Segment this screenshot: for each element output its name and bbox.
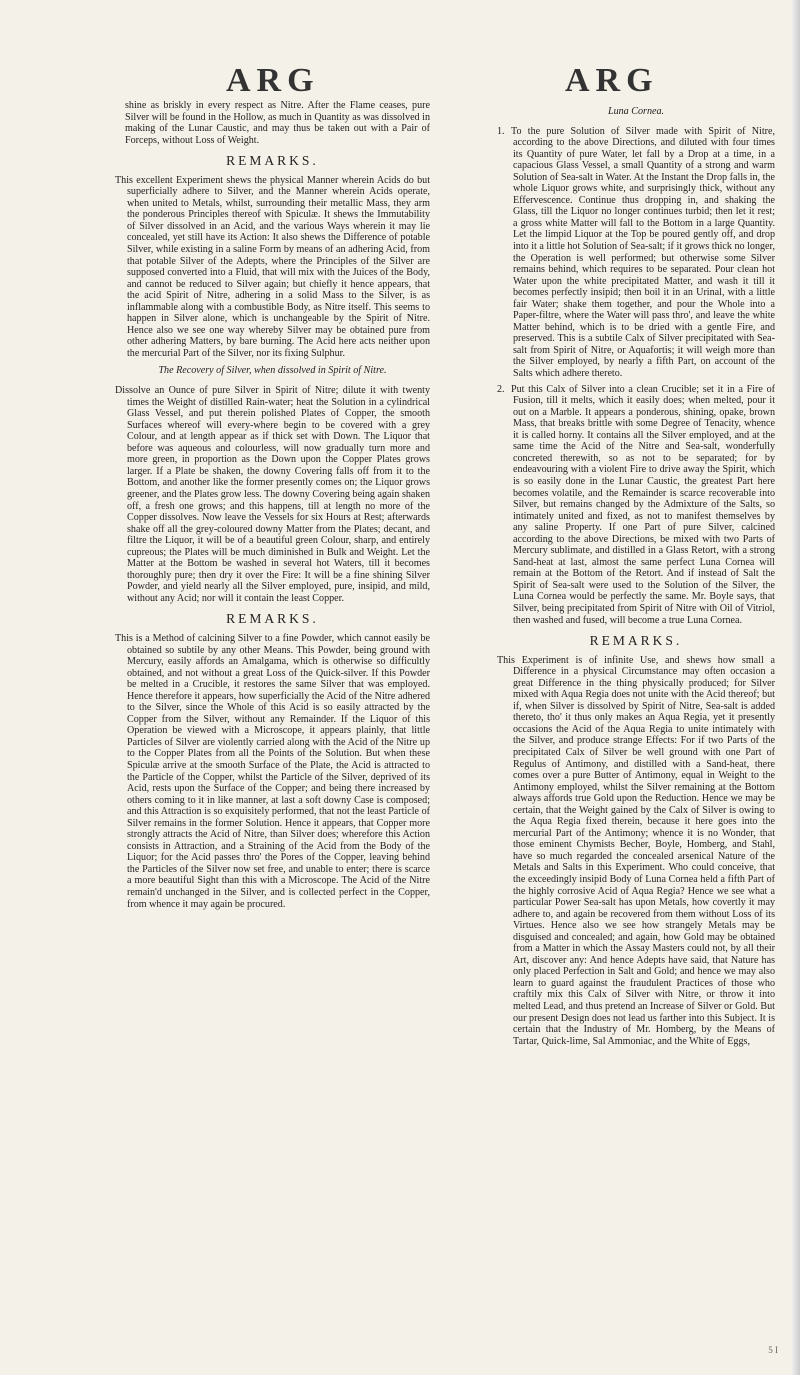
item-text: To the pure Solution of Silver made with Spirit of Nitre, according to the above Directions, and diluted with four times its Quantity of pure Water, let fall by a Drop at a time, in a capacious Glass Vessel, a small Quantity of a strong and warm Solution of Sea-salt in Water. At the Instant the Drop falls in, the whole Liquor grows white, and surprisingly thick, without any Effervescence. Continue thus dropping in, and shaking the Glass, till the Liquor no longer continues turbid; then let it rest; a gross white Matter will fall to the Bottom in a large Quantity. Let the limpid Liquor at the Top be poured gently off, and drop into it a little hot Solution of Sea-salt; if it grows thick no longer, the Operation is well performed; but otherwise some Silver remains behind, which requires to be separated. Pour clean hot Water upon the white precipitated Matter, and wash it till it becomes perfectly insipid; then boil it in an Urinal, with a little fair Water; shake them together, and pour the Whole into a Paper-filtre, where the Water will pass thro', and leave the white Matter behind, which is to be dried with a gentle Fire, and preserved. This is a subtile Calx of Silver precipitated with Sea-salt from Spirit of Nitre, or Aquafortis; it will weigh more than the Silver employed, by nearly a fifth Part, on account of the Salts which adhere thereto. [511,125,776,380]
numbered-paragraph [497,384,775,626]
running-head-right: ARG [565,62,659,99]
running-head-left: ARG [226,62,320,99]
item-text: Put this Calx of Silver into a clean Crucible; set it in a Fire of Fusion, till it melts, which it easily does; when melted, pour it out on a Marble. It appears a ponderous, shining, opake, brown Mass, that breaks brittle with some Degree of Tenacity, whence it is called horny. It contains all the Silver employed, and at the same time the Acid of the Nitre and Sea-salt, wonderfully concreted therewith, so as not to be separated; for by endeavouring with a violent Fire to drive away the Spirit, which is so easily done in the Lunar Caustic, the greatest Part here becomes volatile, and the Remainder is scarce recoverable into Silver, but remains changed by the Admixture of the Salts, so intimately united and fixed, as not to manifest themselves by any saline Property. If one Part of pure Silver, calcined according to the above Directions, be mixed with two Parts of Mercury sublimate, and distilled in a Glass Retort, with a strong Sand-heat at last, almost the same perfect Luna Cornea will remain at the Bottom of the Retort. And if instead of Salt the Spirit of Sea-salt were used to the Solution of the Silver, the Luna Cornea would be perfectly the same. Mr. Boyle says, that Silver, being precipitated from Spirit of Nitre with Oil of Vitriol, then washed and fused, will become a true Luna Cornea. [511,383,775,626]
page-edge [792,0,800,1375]
section-subtitle: The Recovery of Silver, when dissolved in Spirit of Nitre. [158,365,387,377]
remarks-heading: REMARKS. [226,153,319,169]
section-subtitle: Luna Cornea. [607,106,665,117]
numbered-paragraph [497,126,775,380]
signature-mark: 5 I [768,1345,778,1355]
left-column [115,100,430,914]
right-column [497,100,775,1051]
item-number: 2. [497,383,505,395]
intro-paragraph: shine as briskly in every respect as Nitre. After the Flame ceases, pure Silver will be found in the Hollow, as much in Quantity as was dissolved in making of the Lunar Caustic, and may thus be taken out with a Pair of Forceps, without Loss of Weight. [125,100,430,146]
recovery-paragraph: Dissolve an Ounce of pure Silver in Spirit of Nitre; dilute it with twenty times the Weight of distilled Rain-water; heat the Solution in a cylindrical Glass Vessel, and put therein polished Plates of Copper, the smooth Surfaces whereof will every-where begin to be covered with a grey Colour, and at length appear as if thick set with Down. The Liquor that before was aqueous and colourless, will now gradually turn more and more green, in proportion as the Down upon the Copper Plates grows larger. If a Plate be shaken, the downy Covering falls off from it to the Bottom, and another like the former presently comes on; the Liquor grows greener, and the Plates grow less. The downy Covering being again shaken off, a fresh one grows; and this happens, till at length no more of the Copper dissolves. Now leave the Vessels for six Hours at Rest; afterwards shake off all the grey-coloured downy Matter from the Plates; decant, and filtre the Liquor, it will be of a beautiful green Colour, sharp, and entirely cupreous; the Plates will be much diminished in Bulk and Weight. Let the Matter at the Bottom be washed in several hot Waters, till it becomes thoroughly pure; then dry it over the Fire: It will be a fine shining Silver Powder, and yield nearly all the Silver employed, pure, insipid, and mild, without any Acid; nor will it contain the least Copper. [115,385,430,604]
remarks-paragraph: This Experiment is of infinite Use, and shews how small a Difference in a physical Circumstance may often occasion a great Difference in the thing physically produced; for Silver mixed with Aqua Regia does not unite with the Acid thereof; but if, when Silver is dissolved by Spirit of Nitre, Sea-salt is added thereto, tho' it thus only makes an Aqua Regia, yet it presently occasions the Acid of the Aqua Regia to unite intimately with the Silver, and produce strange Effects: For if two Parts of the precipitated Calx of Silver be well ground with one Part of Regulus of Antimony, and distilled with a Sand-heat, there comes over a pure Butter of Antimony, equal in Weight to the Antimony employed, whilst the Silver remaining at the Bottom always affords true Gold upon the Reduction. Hence we may be certain, that the Weight gained by the Calx of Silver is owing to the Aqua Regia fixed therein, because it here goes into the mercurial Part of the Antimony; whence it is no Wonder, that those eminent Chymists Becher, Boyle, Homberg, and Stahl, have so much regarded the concealed arsenical Nature of the Metals and Salts in this Experiment. Who could conceive, that the exceedingly insipid Body of Luna Cornea held a fifth Part of the highly corrosive Acid of Aqua Regia? Hence we see what a particular Power Sea-salt has upon Metals, how covertly it may adhere to, and again be recovered from them without Loss of its Virtues. Hence also we see how strangely Metals may be disguised and concealed; and again, how Gold may be obtained from a Matter in which the Assay Masters could not, by all their Art, discover any: And hence Adepts have said, that Nature has only placed Perfection in Salt and Gold; and hence we may also learn to guard against the fraudulent Practices of those who craftily mix this Calx of Silver with Nitre, or throw it into melted Lead, and thus pretend an Increase of Silver or Gold. But our present Design does not lead us farther into this Subject. It is certain that the Industry of Mr. Homberg, by the Means of Tartar, Quick-lime, Sal Ammoniac, and the White of Eggs, [497,654,775,1047]
remarks-heading: REMARKS. [589,633,683,649]
remarks-heading: REMARKS. [226,611,319,627]
item-number: 1. [497,125,505,137]
remarks-paragraph: This is a Method of calcining Silver to a fine Powder, which cannot easily be obtained so subtile by any other Means. This Powder, being ground with Mercury, easily affords an Amalgama, which is otherwise so difficultly obtained, and not without a great Loss of the Quick-silver. If this Powder be melted in a Crucible, it restores the same Silver that was employed. Hence therefore it appears, how superficially the Acid of the Nitre adhered to the Silver, since the Whole of this Acid is so easily attracted by the Copper from the Silver, without any Remainder. If the Liquor of this Operation be viewed with a Microscope, it appears plainly, that little Particles of Silver are violently carried along with the Acid of the Nitre up to the Copper Plates from all the Points of the Solution. But when these Spiculæ arrive at the smooth Surface of the Plate, the Acid is attracted to the Particle of the Copper, whilst the Particle of the Silver, deprived of its Acid, rests upon the Surface of the Copper; and being there increased by others coming to it in like manner, at last a soft downy Case is composed; and this Attraction is so exquisitely performed, that not the least Particle of Silver remains in the former Solution. Hence it appears, that Copper more strongly attracts the Acid of Nitre, than Silver does; wherefore this Action consists in Attraction, and a Straining of the Acid from the Body of the Liquor; for the Acid passes thro' the Pores of the Copper, leaving behind the Particles of the Silver now set free, and unable to enter; there is scarce a more beautiful Sight than this with a Microscope. The Acid of the Nitre remain'd unchanged in the Silver, and is collected perfect in the Copper, from whence it may again be procured. [115,632,430,910]
remarks-paragraph: This excellent Experiment shews the physical Manner wherein Acids do but superficially adhere to Silver, and the Manner wherein Acids operate, when united to Metals, whilst, surrounding their metallic Mass, they arm the ponderous Principles thereof with Spiculæ. It shews the Immutability of Silver dissolved in an Acid, and the various Ways wherein it may lie concealed, yet still have its Action: It also shews the Difference of potable Silver, while existing in a saline Form by means of an adhering Acid, from that potable Silver of the Adepts, where the Principles of the Silver are supposed converted into a Fluid, that will mix with the Juices of the Body, and cannot be reduced to Silver again; but chiefly it hence appears, that the acid Spirit of Nitre, adhering in a solid Mass to the Silver, is as inflammable along with a combustible Body, as Nitre itself. This seems to happen in Silver alone, which is unchangeable by the Spirit of Nitre. Hence also we see one way whereby Silver may be obtained pure from other adhering Matters, by bare burning. The Acid here acts neither upon the mercurial Part of the Silver, nor its fixing Sulphur. [115,174,430,359]
